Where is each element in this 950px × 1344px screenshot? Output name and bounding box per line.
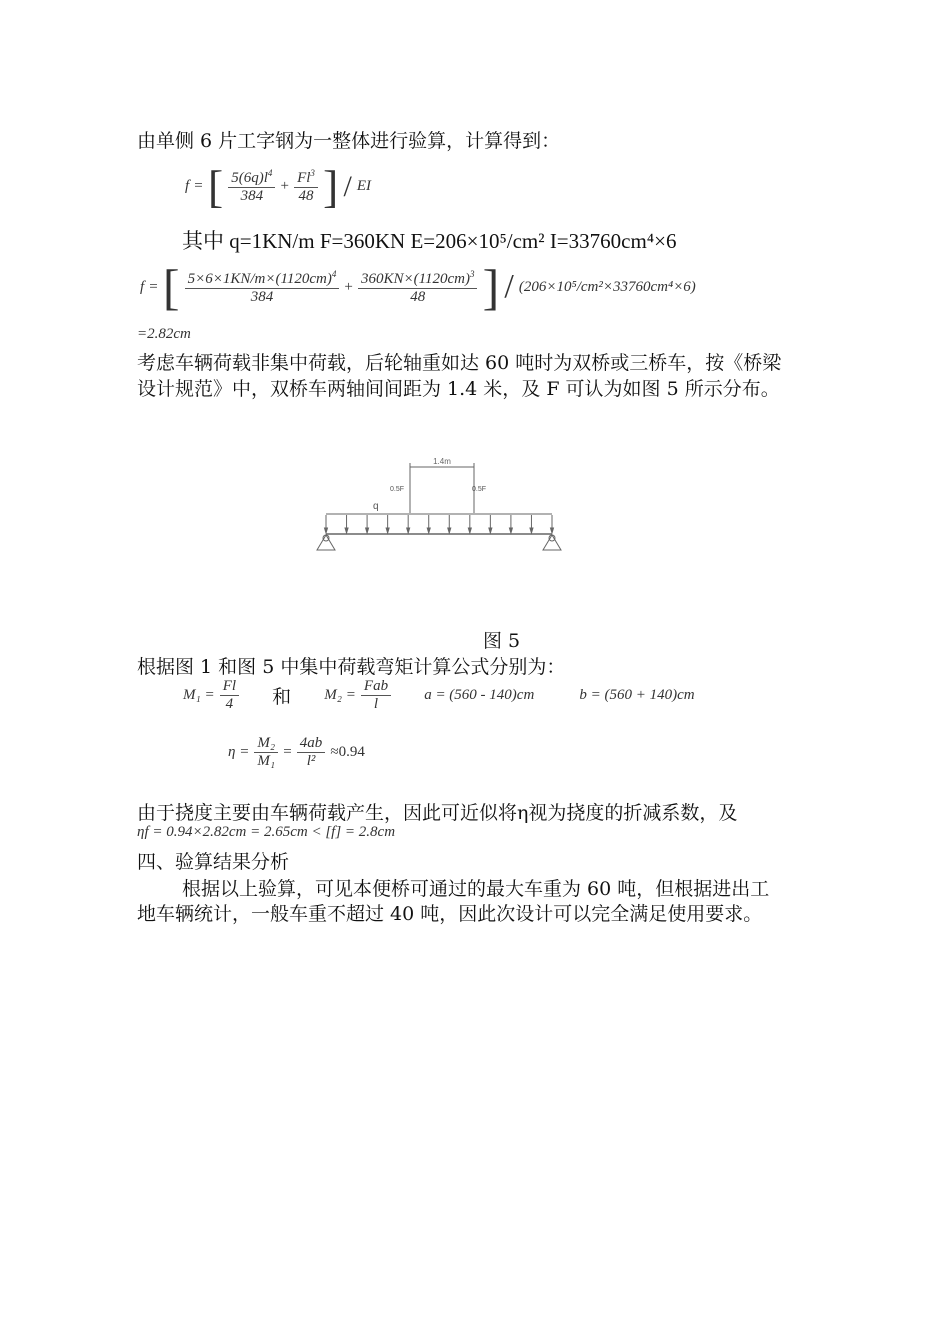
paragraph-reduction-l2: ηf = 0.94×2.82cm = 2.65cm < [f] = 2.8cm — [137, 824, 396, 840]
formula-deflection: f = [ $\frac{5(6q)l^4}{384}$ + $\frac{Fl^3}{48}$ ] / EI — [185, 161, 372, 212]
q-arrowhead — [530, 528, 533, 533]
fraction-uniform-numeric: $\frac{5\times 6\times 1KN/m\times(1120cm)^4}{384}$ — [185, 269, 340, 306]
q-arrowhead — [345, 528, 348, 533]
fraction-uniform-load: $\frac{5(6q)l^4}{384}$ — [228, 168, 275, 205]
q-arrowhead — [386, 528, 389, 533]
formula-moments: M₁ = $\frac{Fl}{4}$ 和 M₂ = $\frac{\text{Fab}}{l}$ a = (560 - 140)cm b = (560 + 140)cm — [183, 678, 695, 712]
parameters-line: 其中 q=1KN/m F=360KN E=206×10⁵/cm² I=33760cm⁴×6 — [182, 229, 677, 253]
q-arrowhead — [489, 528, 492, 533]
load-label-left: 0.5F — [390, 486, 405, 493]
q-arrowhead — [427, 528, 430, 533]
paragraph-reduction-l1: 由于挠度主要由车辆荷载产生，因此可近似将η视为挠度的折减系数，及 — [137, 802, 738, 824]
fraction-point-numeric: $\frac{360KN\times(1120cm)^3}{48}$ — [358, 269, 478, 306]
load-label-right: 0.5F — [472, 486, 487, 493]
paragraph-conclusion-l1: 根据以上验算，可见本便桥可通过的最大车重为 60 吨，但根据进出工 — [182, 878, 770, 900]
support-right — [543, 535, 561, 550]
formula-eta: η = $\frac{\text{M₂}}{\text{M₁}}$ = $\frac{4ab}{\text{l²}}$ ≈0.94 — [228, 735, 365, 769]
figure-caption: 图 5 — [483, 630, 521, 652]
formula-deflection-numeric: f = [ $\frac{5\times 6\times 1KN/m\times(1120cm)^4}{384}$ + $\frac{360KN\times(1120cm)^3}{48}$ ] / (206×10⁵/cm²×33760cm⁴×6) — [140, 259, 696, 315]
figure-beam-diagram — [310, 455, 580, 565]
result-value: =2.82cm — [137, 326, 191, 342]
q-label: q — [373, 501, 379, 512]
q-arrowhead — [509, 528, 512, 533]
paragraph-intro: 由单侧 6 片工字钢为一整体进行验算，计算得到： — [137, 130, 561, 152]
paragraph-load-l2: 设计规范》中，双桥车两轴间间距为 1.4 米，及 F 可认为如图 5 所示分布。 — [137, 378, 780, 400]
q-arrowhead — [468, 528, 471, 533]
fraction-point-load: $\frac{Fl^3}{48}$ — [294, 168, 318, 205]
support-left — [317, 535, 335, 550]
dimension-label: 1.4m — [433, 457, 451, 466]
q-arrowhead — [325, 528, 328, 533]
paragraph-conclusion-l2: 地车辆统计，一般车重不超过 40 吨，因此次设计可以完全满足使用要求。 — [137, 903, 763, 925]
paragraph-load-l1: 考虑车辆荷载非集中荷载，后轮轴重如达 60 吨时为双桥或三桥车，按《桥梁 — [137, 352, 782, 374]
q-arrowhead — [366, 528, 369, 533]
section-heading-analysis: 四、验算结果分析 — [137, 851, 290, 873]
q-arrowhead — [407, 528, 410, 533]
paragraph-moment: 根据图 1 和图 5 中集中荷载弯矩计算公式分别为： — [137, 656, 566, 678]
q-arrowhead — [448, 528, 451, 533]
q-arrowhead — [551, 528, 554, 533]
